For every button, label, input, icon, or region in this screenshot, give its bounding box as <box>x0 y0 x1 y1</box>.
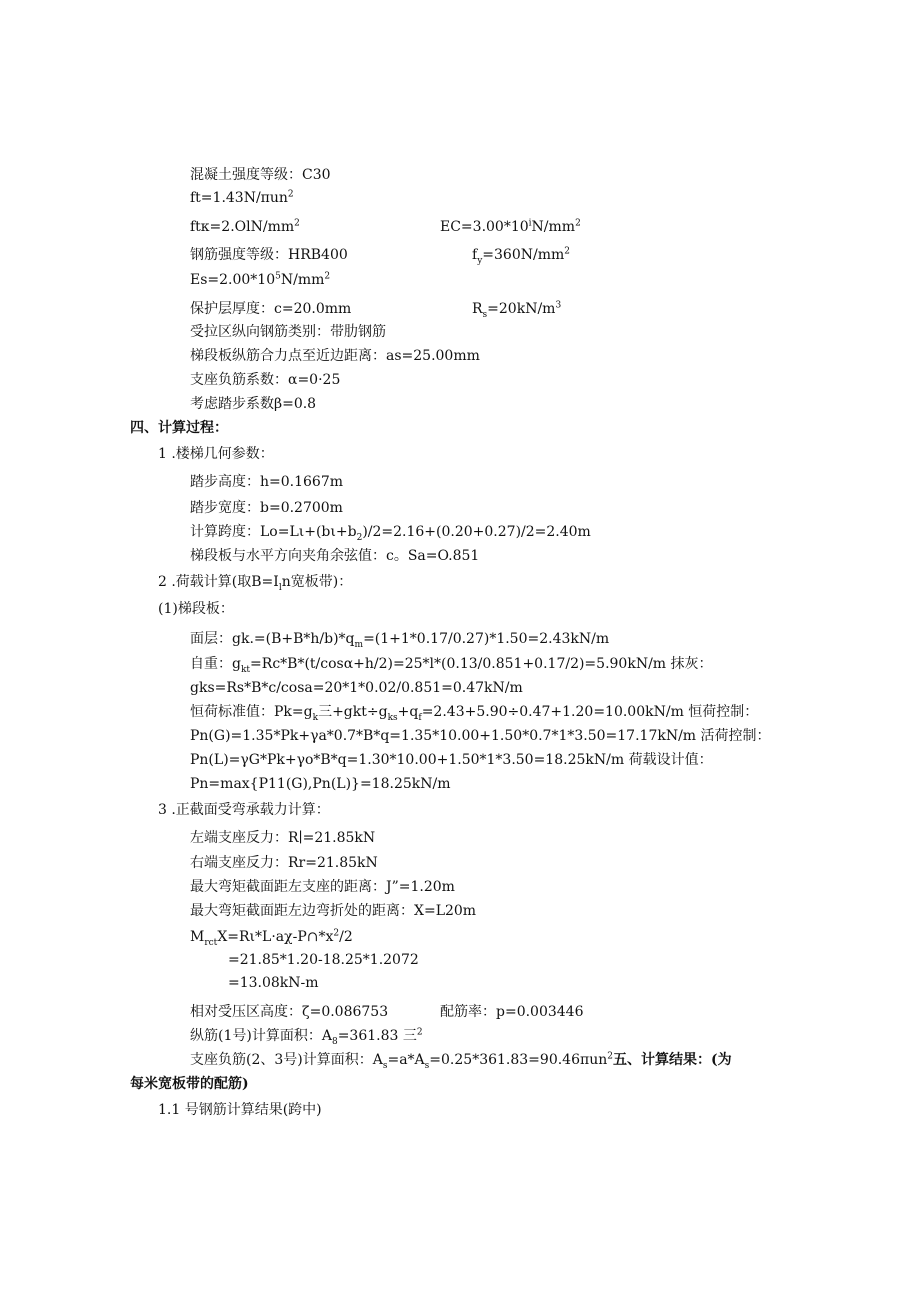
main-rebar-area: 纵筋(1号)计算面积：$A_8=361.83$ 三$^2$ <box>190 1027 423 1047</box>
ft-value: ft=1.43N/πun$^2$ <box>190 189 294 206</box>
section-4-heading: 四、计算过程： <box>130 420 228 436</box>
step-width: 踏步宽度：b=0.2700m <box>190 500 343 516</box>
subsection-1-title: 1 .楼梯几何参数： <box>158 446 274 462</box>
rs-value: $R_s=20kN/m^3$ <box>472 300 562 320</box>
left-reaction: 左端支座反力：R∣=21.85kN <box>190 830 376 846</box>
support-rebar-area: 支座负筋(2、3号)计算面积：$A_s=a*A_s=0.25*361.83=90.46\pi un^2$五、计算结果：(为 <box>190 1051 732 1071</box>
alpha-coefficient: 支座负筋系数：α=0·25 <box>190 372 341 388</box>
max-moment-distance-support: 最大弯矩截面距左支座的距离：J”=1.20m <box>190 879 455 895</box>
moment-calc: =21.85*1.20-18.25*1.2072 <box>228 952 419 968</box>
ftk-value: $ft\kappa=2.OlN/mm^2$ <box>190 218 300 235</box>
ec-value: $EC=3.00*10^iN/mm^2$ <box>440 218 581 235</box>
subsection-3-title: 3 .正截面受弯承载力计算： <box>158 802 330 818</box>
stair-slab-label: (1)梯段板： <box>158 601 234 617</box>
angle-cosine: 梯段板与水平方向夹角余弦值：c。Sa=O.851 <box>190 548 480 564</box>
live-load-control: Pn(L)=γG*Pk+γo*B*q=1.30*10.00+1.50*1*3.50=18.25kN/m 荷载设计值： <box>190 752 713 768</box>
step-height: 踏步高度：h=0.1667m <box>190 474 344 490</box>
plaster-load: gks=Rs*B*c/cosa=20*1*0.02/0.851=0.47kN/m <box>190 680 523 696</box>
result-1-1-title: 1.1 号钢筋计算结果(跨中) <box>158 1102 322 1118</box>
beta-coefficient: 考虑踏步系数β=0.8 <box>190 396 317 412</box>
concrete-grade: 混凝土强度等级：C30 <box>190 167 331 183</box>
reinforcement-ratio: 配筋率：p=0.003446 <box>440 1004 584 1020</box>
section-5-heading: 五、计算结果：(为 <box>612 1052 732 1068</box>
fy-value: $f_y=360N/mm^2$ <box>472 246 570 266</box>
cover-thickness: 保护层厚度：c=20.0mm <box>190 301 352 317</box>
moment-result: =13.08kN-m <box>228 975 319 991</box>
subsection-2-title: 2 .荷载计算(取$B=I_ln$宽板带)： <box>158 574 353 593</box>
design-load: Pn=max{P11(G),Pn(L)}=18.25kN/m <box>190 776 451 792</box>
right-reaction: 右端支座反力：Rr=21.85kN <box>190 855 378 871</box>
section-5-heading-cont: 每米宽板带的配筋) <box>130 1076 249 1092</box>
dead-load-standard: 恒荷标准值：$Pk=g_k$三$+gkt\div g_{ks}+q_f=2.43+5.90\div 0.47+1.20=10.00kN/m$ 恒荷控制： <box>190 704 759 723</box>
self-weight: 自重：$g_{kt}=Rc*B*(t/\cos\alpha+h/2)=25*l*(0.13/0.851+0.17/2)=5.90kN/m$ 抹灰： <box>190 656 713 675</box>
dead-load-control: Pn(G)=1.35*Pk+γa*0.7*B*q=1.35*10.00+1.50*0.7*1*3.50=17.17kN/m 活荷控制： <box>190 728 771 744</box>
moment-formula: $M_{rct}X=R\iota*L\cdot a\chi-P\cap*x^2/2$ <box>190 928 353 948</box>
rebar-type: 受拉区纵向钢筋类别：带肋钢筋 <box>190 324 386 340</box>
relative-compression-height: 相对受压区高度：ζ=0.086753 <box>190 1004 389 1020</box>
calc-span: 计算跨度：$Lo=L\iota+(b\iota+b_2)/2=2.16+(0.20+0.27)/2=2.40m$ <box>190 524 591 543</box>
steel-grade: 钢筋强度等级：HRB400 <box>190 247 348 263</box>
as-distance: 梯段板纵筋合力点至近边距离：as=25.00mm <box>190 348 480 364</box>
surface-load: 面层：$gk.=(B+B*h/b)*q_m=(1+1*0.17/0.27)*1.50=2.43kN/m$ <box>190 631 610 650</box>
max-moment-distance-bend: 最大弯矩截面距左边弯折处的距离：X=L20m <box>190 903 477 919</box>
es-value: $Es=2.00*10^5N/mm^2$ <box>190 271 331 288</box>
